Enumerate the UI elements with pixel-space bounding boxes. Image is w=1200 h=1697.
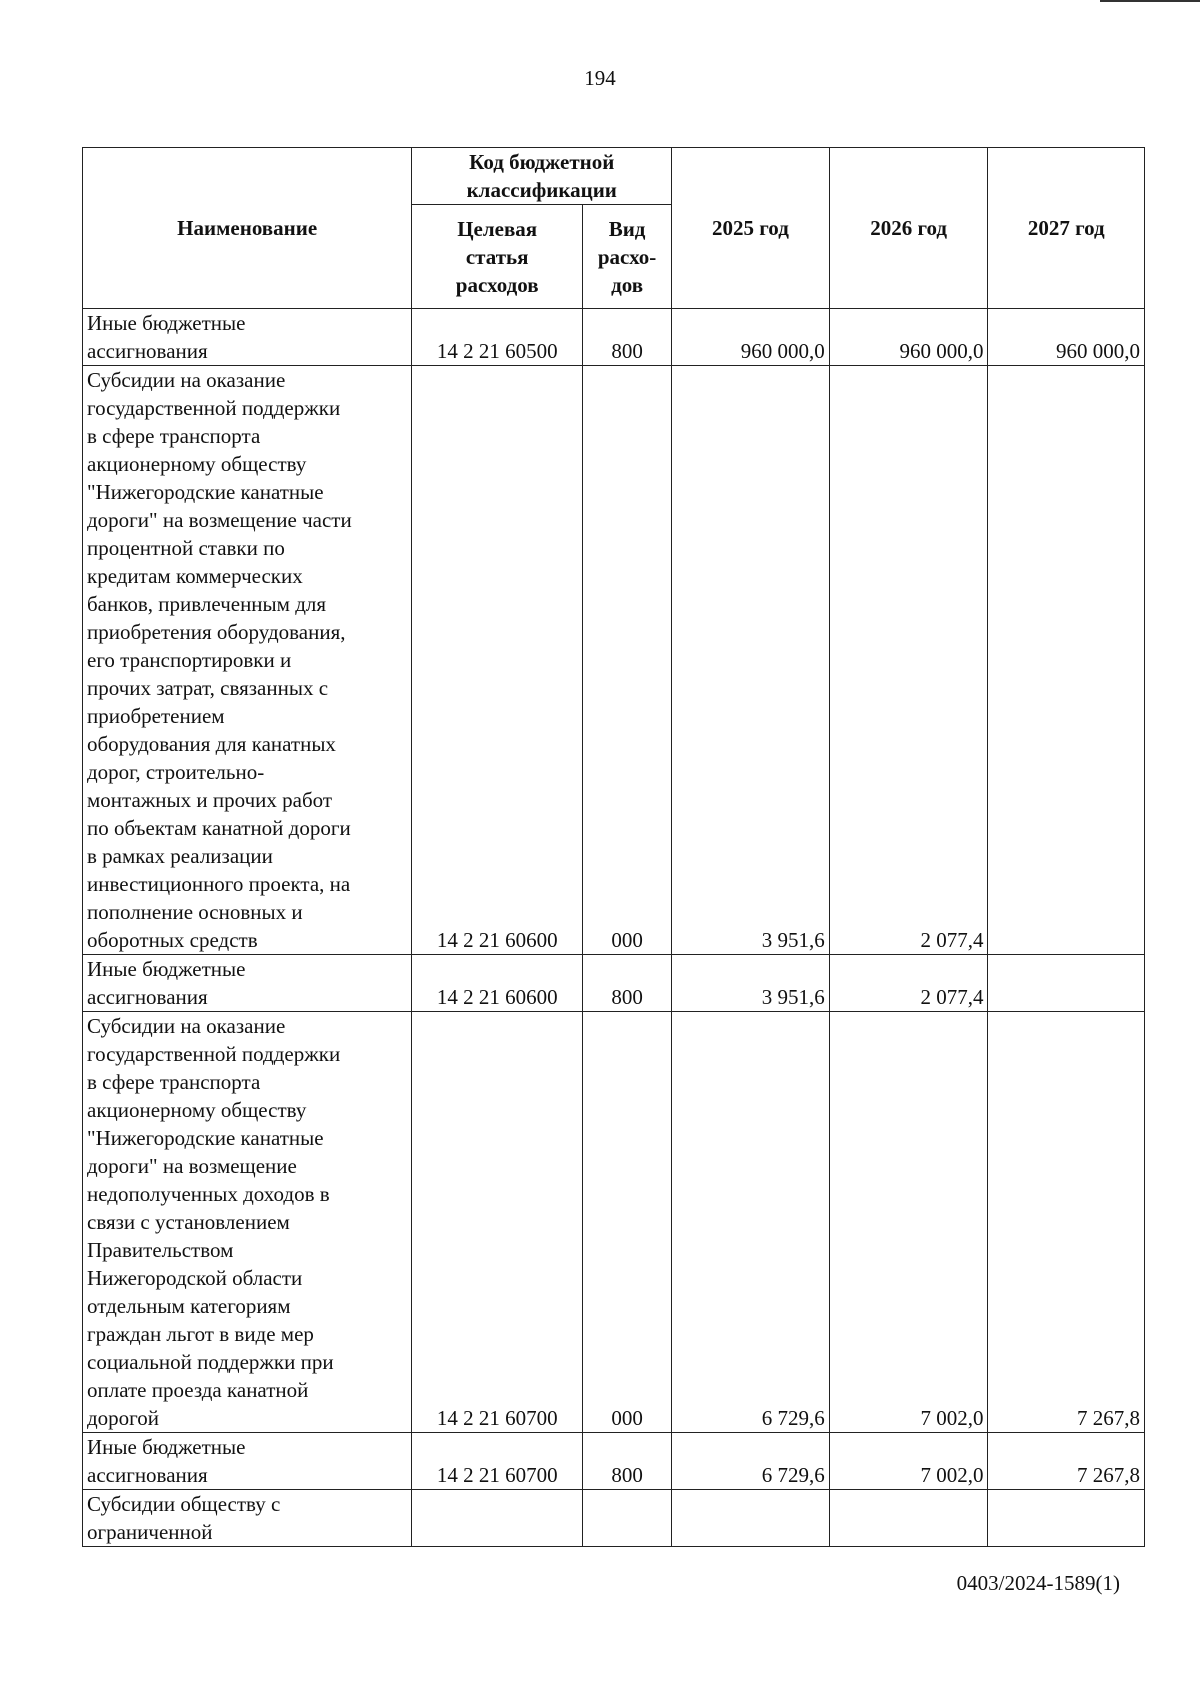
row-target-article: 14 2 21 60500 <box>412 309 583 366</box>
row-expense-type: 800 <box>583 955 672 1012</box>
row-value-2027 <box>988 1490 1145 1547</box>
row-value-2027: 960 000,0 <box>988 309 1145 366</box>
row-name: Иные бюджетные ассигнования <box>83 309 412 366</box>
row-value-2026: 7 002,0 <box>829 1433 988 1490</box>
table-row <box>83 1490 1145 1547</box>
row-value-2025: 960 000,0 <box>672 309 830 366</box>
row-expense-type: 800 <box>583 1433 672 1490</box>
row-expense-type: 800 <box>583 309 672 366</box>
row-value-2027: 7 267,8 <box>988 1433 1145 1490</box>
row-expense-type: 000 <box>583 366 672 955</box>
header-name: Наименование <box>83 148 412 309</box>
row-target-article: 14 2 21 60600 <box>412 955 583 1012</box>
header-code-group <box>412 148 672 205</box>
header-target-article <box>412 205 583 309</box>
row-value-2027 <box>988 955 1145 1012</box>
header-2027: 2027 год <box>988 148 1145 309</box>
table-row <box>83 366 1145 955</box>
row-value-2026: 2 077,4 <box>829 366 988 955</box>
row-name: Субсидии на оказание государственной поддержки в сфере транспорта акционерному обществу "Нижегородские канатные дороги" на возмещение части процентной ставки по кредитам коммерческих банков, привлеченным для приобретения оборудования, его транспортировки и прочих затрат, связанных с приобретением оборудования для канатных дорог, строительно- монтажных и прочих работ по объектам канатной дороги в рамках реализации инвестиционного проекта, на пополнение основных и оборотных средств <box>83 366 412 955</box>
header-expense-type-label: Вид расхо- дов <box>597 216 657 297</box>
row-name: Иные бюджетные ассигнования <box>83 955 412 1012</box>
header-expense-type <box>583 205 672 309</box>
budget-table <box>82 147 1145 1547</box>
header-2026: 2026 год <box>829 148 988 309</box>
row-name: Иные бюджетные ассигнования <box>83 1433 412 1490</box>
row-expense-type <box>583 1490 672 1547</box>
table-row <box>83 955 1145 1012</box>
scan-corner-mark <box>1100 0 1200 2</box>
row-value-2026: 7 002,0 <box>829 1012 988 1433</box>
row-value-2027 <box>988 366 1145 955</box>
table-row <box>83 309 1145 366</box>
row-target-article: 14 2 21 60600 <box>412 366 583 955</box>
row-value-2025: 3 951,6 <box>672 366 830 955</box>
row-name: Субсидии обществу с ограниченной <box>83 1490 412 1547</box>
header-target-article-label: Целевая статья расходов <box>455 216 539 297</box>
table-row <box>83 1012 1145 1433</box>
table-header <box>83 148 1145 309</box>
row-target-article: 14 2 21 60700 <box>412 1433 583 1490</box>
row-value-2026: 2 077,4 <box>829 955 988 1012</box>
row-value-2026 <box>829 1490 988 1547</box>
row-target-article <box>412 1490 583 1547</box>
row-value-2026: 960 000,0 <box>829 309 988 366</box>
row-value-2025: 6 729,6 <box>672 1012 830 1433</box>
row-name: Субсидии на оказание государственной поддержки в сфере транспорта акционерному обществу "Нижегородские канатные дороги" на возмещение недополученных доходов в связи с установлением Правительством Нижегородской области отдельным категориям граждан льгот в виде мер социальной поддержки при оплате проезда канатной дорогой <box>83 1012 412 1433</box>
row-value-2025: 3 951,6 <box>672 955 830 1012</box>
header-code-group-label: Код бюджетной классификации <box>466 150 617 202</box>
document-id: 0403/2024-1589(1) <box>956 1571 1120 1595</box>
header-2025: 2025 год <box>672 148 830 309</box>
row-expense-type: 000 <box>583 1012 672 1433</box>
row-target-article: 14 2 21 60700 <box>412 1012 583 1433</box>
row-value-2025: 6 729,6 <box>672 1433 830 1490</box>
table-row <box>83 1433 1145 1490</box>
page-number: 194 <box>584 66 616 90</box>
row-value-2025 <box>672 1490 830 1547</box>
row-value-2027: 7 267,8 <box>988 1012 1145 1433</box>
